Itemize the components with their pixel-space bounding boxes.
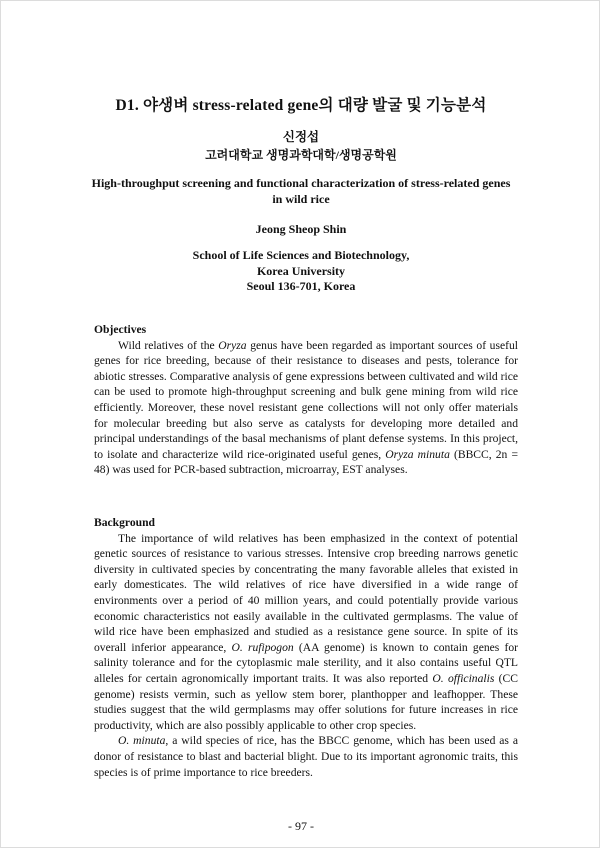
background-paragraph (94, 733, 518, 780)
affiliation-korean: 고려대학교 생명과학대학/생명공학원 (205, 148, 397, 162)
affiliation-line: Korea University (256, 263, 346, 278)
objectives-paragraph (94, 338, 518, 478)
page-number: - 97 - (288, 819, 314, 833)
section-heading-background: Background (94, 516, 155, 529)
text-run: The importance of wild relatives has been emphasized in the context of potential genetic sources of resistance to various stresses. Intensive crop breeding narrows genetic diversity in cultivated species by concentrating the many favorable alleles that existed in early domesticates. The wild relatives of rice have diversified in a wide range of environments over a period of 40 million years, and could potentially provide various economic characteristics not easily available in the cultivated germplasms. The value of wild rice have been emphasized and studied as a resistance gene source. In spite of its overall inferior appearance, (94, 531, 518, 654)
text-run: (CC genome) resists vermin, such as yellow stem borer, planthopper and leafhopper. These studies suggest that the wild germplasms may offer solutions for future increases in rice productivity, which are also possibly applicable to other crop species. (94, 671, 518, 732)
affiliation-line: School of Life Sciences and Biotechnology, (192, 248, 410, 262)
paper-title: D1. 야생벼 stress-related gene의 대량 발굴 및 기능분석 (115, 97, 487, 114)
italic-term: O. officinalis (432, 671, 495, 685)
italic-term: O. minuta (118, 734, 166, 748)
text-run: (AA genome) is known to contain genes for salinity tolerance and for the cytoplasmic male sterility, and it also contains useful QTL alleles for certain agronomically important traits. It was also reported (94, 640, 518, 685)
italic-term: O. rufipogon (231, 640, 294, 654)
text-run: genus have been regarded as important sources of useful genes for rice breeding, because of their resistance to diseases and pests, tolerance for abiotic stresses. Comparative analysis of gene expressions between cultivated and wild rice can be used to promote high-throughput screening and bulk gene mining from wild rice efficiently. Moreover, these novel resistant gene collections will not only offer materials for molecular breeding but also serve as catalysts for developing more detailed and principal understandings of the basal mechanisms of plant defense systems. In this project, to isolate and characterize wild rice-originated useful genes, (94, 338, 518, 461)
italic-term: Oryza minuta (385, 447, 450, 461)
affiliation-line: Seoul 136-701, Korea (246, 279, 356, 293)
text-run: (BBCC, 2n = 48) was used for PCR-based subtraction, microarray, EST analyses. (94, 447, 518, 477)
author-name-korean: 신정섭 (282, 130, 320, 144)
background-paragraph (94, 531, 518, 734)
author-name-english: Jeong Sheop Shin (255, 222, 347, 236)
background-section (94, 515, 518, 780)
section-heading-objectives: Objectives (94, 323, 147, 336)
affiliation-english (1, 248, 600, 295)
paper-title-english: High-throughput screening and functional characterization of stress-related genes in wild rice (91, 176, 511, 206)
text-run: Wild relatives of the (118, 338, 219, 352)
objectives-section (94, 322, 518, 478)
text-run: , a wild species of rice, has the BBCC genome, which has been used as a donor of resistance to blast and bacterial blight. Due to its important agronomic traits, this species is of prime importance to rice breeders. (94, 734, 518, 779)
italic-term: Oryza (218, 338, 247, 352)
